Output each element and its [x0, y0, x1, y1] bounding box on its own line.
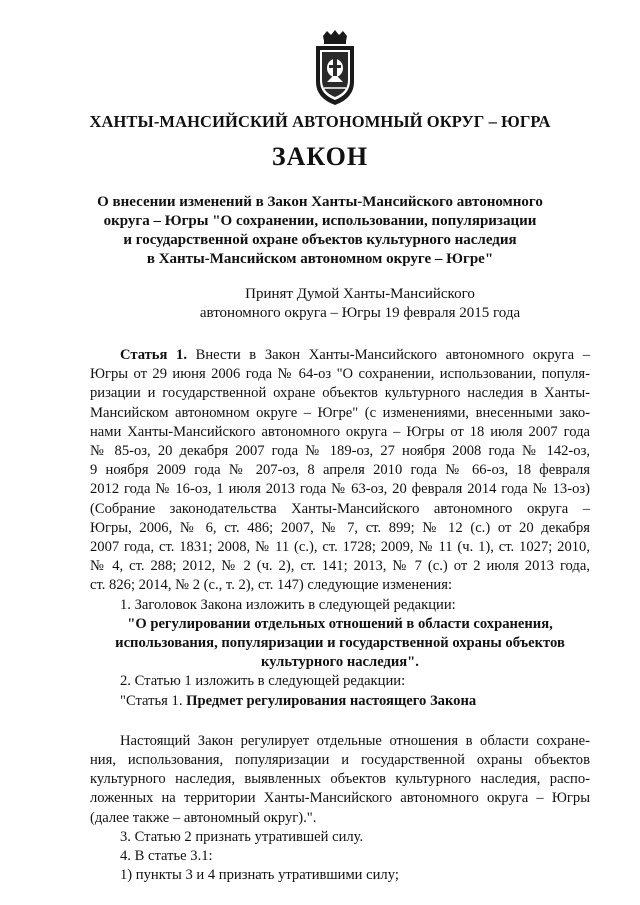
new-title-line: "О регулировании отдельных отношений в области сохранения,	[127, 615, 553, 632]
list-item: 2. Статью 1 изложить в следующей редакции:	[120, 673, 406, 690]
article-prefix: "Статья 1.	[120, 692, 183, 709]
coat-of-arms-icon	[312, 30, 358, 106]
law-title-line: и государственной охране объектов культурного наследия	[123, 232, 517, 248]
paragraph-line: Югры, 2006, № 6, ст. 486; 2007, № 7, ст. 899; № 12 (с.) от 20 декабря	[90, 519, 590, 536]
adoption-line: автономного округа – Югры 19 февраля 2015 года	[199, 305, 521, 321]
paragraph-line: ния, использования, популяризации и государственной охраны объектов	[90, 752, 590, 769]
article-first-line	[90, 346, 590, 365]
law-title-line: в Ханты-Мансийском автономном округе – Югре"	[146, 251, 494, 267]
paragraph-line: ризации и государственной охране объектов культурного наследия в Ханты-	[90, 385, 590, 402]
article-label: Статья 1.	[120, 347, 187, 363]
spacer	[90, 711, 590, 732]
law-title-line: округа – Югры "О сохранении, использовании, популяризации	[103, 213, 537, 229]
article-heading-title: Предмет регулирования настоящего Закона	[186, 692, 477, 709]
paragraph-line: 2012 года № 16-оз, 1 июля 2013 года № 63-оз, 20 февраля 2014 года № 13-оз)	[90, 481, 590, 498]
article-heading	[90, 692, 590, 711]
new-title-line: использования, популяризации и государственной охраны объектов	[115, 635, 565, 652]
document-type: ЗАКОН	[271, 142, 369, 171]
adoption-line: Принят Думой Ханты-Мансийского	[245, 286, 475, 302]
list-item: 1) пункты 3 и 4 признать утратившими силу;	[120, 867, 399, 884]
new-title-line: культурного наследия".	[261, 654, 419, 671]
paragraph-line: культурного наследия, выявленных объектов культурного наследия, распо-	[90, 771, 590, 788]
paragraph-line: Югры от 29 июня 2006 года № 64-оз "О сохранении, использовании, популя-	[90, 366, 590, 383]
law-title	[70, 193, 570, 269]
paragraph-line: Мансийском автономном округе – Югре" (с изменениями, внесенными зако-	[90, 404, 590, 421]
paragraph-line: ст. 826; 2014, № 2 (с., т. 2), ст. 147) следующие изменения:	[90, 577, 453, 594]
list-item: 3. Статью 2 признать утратившей силу.	[120, 828, 364, 845]
list-item: 4. В статье 3.1:	[120, 848, 213, 865]
article-text: Внести в Закон Ханты-Мансийского автономного округа –	[195, 347, 590, 363]
paragraph-line: ложенных на территории Ханты-Мансийского автономного округа – Югры	[90, 790, 590, 807]
paragraph-line: 2007 года, ст. 1831; 2008, № 11 (с.), ст. 1728; 2009, № 11 (ч. 1), ст. 1027; 2010,	[90, 539, 590, 556]
paragraph-line: нами Ханты-Мансийского автономного округа – Югры от 18 июля 2007 года	[90, 423, 590, 440]
document-body	[90, 346, 590, 885]
paragraph-line: (далее также – автономный округ).".	[90, 809, 317, 826]
paragraph-line: (Собрание законодательства Ханты-Мансийского автономного округа –	[90, 500, 590, 517]
adoption-note	[160, 285, 560, 323]
paragraph-line: 9 ноября 2009 года № 207-оз, 8 апреля 2010 года № 66-оз, 18 февраля	[90, 462, 590, 479]
paragraph-line: № 4, ст. 288; 2012, № 2 (ч. 2), ст. 141; 2013, № 7 (с.) от 2 июля 2013 года,	[90, 558, 590, 575]
list-item: 1. Заголовок Закона изложить в следующей редакции:	[120, 596, 456, 613]
law-title-line: О внесении изменений в Закон Ханты-Мансийского автономного	[97, 194, 543, 210]
region-name: ХАНТЫ-МАНСИЙСКИЙ АВТОНОМНЫЙ ОКРУГ – ЮГРА	[89, 112, 551, 131]
paragraph-line: Настоящий Закон регулирует отдельные отношения в области сохране-	[120, 732, 590, 749]
paragraph-line: № 85-оз, 20 декабря 2007 года № 189-оз, 27 ноября 2008 года № 142-оз,	[90, 443, 590, 460]
